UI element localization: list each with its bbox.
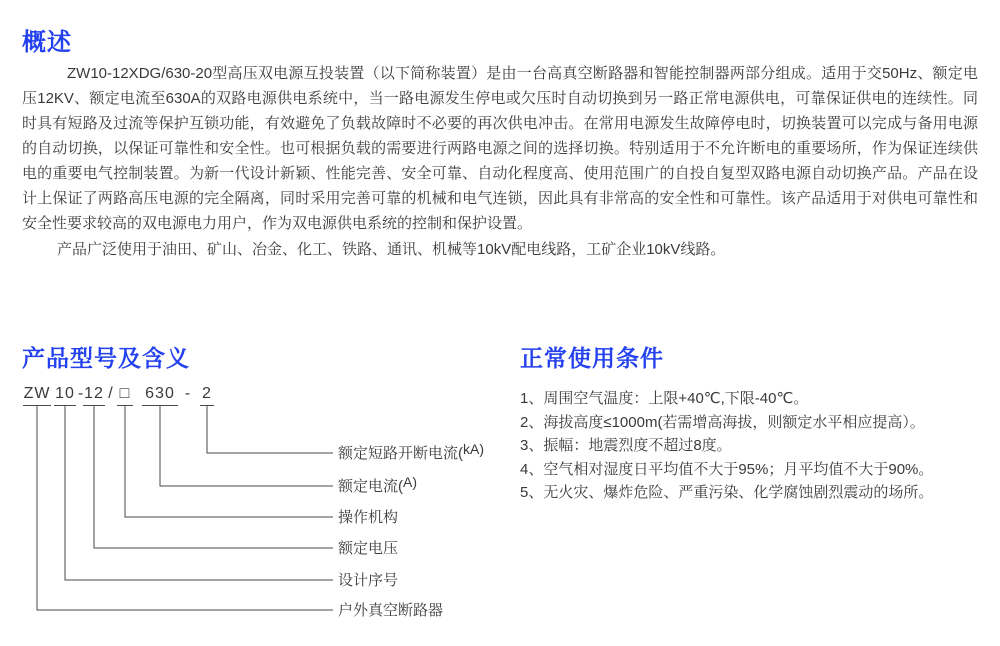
overview-paragraph-1: ZW10-12XDG/630-20型高压双电源互投装置（以下简称装置）是由一台高真空断路器和智能控制器两部分组成。适用于交50Hz、额定电压12KV、额定电流至630A的双路电源供电系统中，当一路电源发生停电或欠压时自动切换到另一路正常电源供电，可靠保证供电的连续性。同时具有短路及过流等保护互锁功能，有效避免了负载故障时不必要的再次供电冲击。在常用电源发生故障停电时，切换装置可以完成与备用电源的自动切换，以保证可靠性和安全性。也可根据负载的需要进行两路电源之间的选择切换。特别适用于不允许断电的重要场所，作为保证连续供电的重要电气控制装置。为新一代设计新颖、性能完善、安全可靠、自动化程度高、使用范围广的自投自复型双路电源自动切换产品。产品在设计上保证了两路高压电源的完全隔离，同时采用完善可靠的机械和电气连锁，因此具有非常高的安全性和可靠性。该产品适用于对供电可靠性和安全性要求较高的双电源电力用户，作为双电源供电系统的控制和保护设置。 <box>22 65 978 232</box>
model-label-rated-breaking-current <box>338 443 484 463</box>
model-segment-2: 2 <box>200 383 214 406</box>
connector-line-rated-voltage <box>94 406 333 548</box>
connector-line-design-serial <box>65 406 333 580</box>
model-label-text: 额定电流( <box>338 478 403 495</box>
model-label-rated-current <box>338 476 417 496</box>
model-label-outdoor-breaker <box>338 600 443 620</box>
model-label-text: 操作机构 <box>338 509 399 526</box>
model-segment-dash-2: - <box>184 385 192 402</box>
connector-lines <box>20 383 520 638</box>
model-label-operating-mechanism <box>338 507 398 527</box>
condition-item-1: 1、周围空气温度：上限+40℃,下限-40℃。 <box>520 390 809 407</box>
condition-item-4: 4、空气相对湿度日平均值不大于95%；月平均值不大于90%。 <box>520 460 934 478</box>
condition-item-3: 3、振幅：地震烈度不超过8度。 <box>520 437 732 454</box>
model-label-unit: A) <box>403 474 417 490</box>
model-section-heading: 产品型号及含义 <box>22 345 190 371</box>
connector-line-outdoor-breaker <box>37 406 333 610</box>
connector-line-rated-current <box>160 406 333 486</box>
model-designation-diagram <box>20 383 520 638</box>
conditions-section-heading: 正常使用条件 <box>520 345 664 371</box>
model-label-text: 额定电压 <box>338 540 399 557</box>
model-segment-zw: ZW <box>23 383 51 406</box>
model-label-unit: kA) <box>463 441 484 457</box>
overview-paragraphs <box>22 61 978 262</box>
model-label-design-serial <box>338 570 398 590</box>
model-segment-630: 630 <box>142 383 178 406</box>
model-label-rated-voltage <box>338 538 398 558</box>
model-segment-10: 10 <box>54 383 76 406</box>
model-segment-12: 12 <box>83 383 105 406</box>
model-label-text: 设计序号 <box>338 572 399 589</box>
overview-heading: 概述 <box>22 29 72 56</box>
model-segment-dash-1: - <box>77 385 85 402</box>
model-label-text: 户外真空断路器 <box>338 602 444 619</box>
model-segment-slash: / <box>108 385 114 402</box>
overview-paragraph-2: 产品广泛使用于油田、矿山、冶金、化工、铁路、通讯、机械等10kV配电线路，工矿企业10kV线路。 <box>57 241 726 258</box>
model-label-text: 额定短路开断电流( <box>338 445 463 462</box>
conditions-list <box>520 387 992 505</box>
connector-line-rated-breaking-current <box>207 406 333 453</box>
model-segment-box: □ <box>117 383 133 406</box>
condition-item-5: 5、无火灾、爆炸危险、严重污染、化学腐蚀剧烈震动的场所。 <box>520 484 934 501</box>
condition-item-2: 2、海拔高度≤1000m(若需增高海拔，则额定水平相应提高）。 <box>520 413 925 431</box>
connector-line-operating-mechanism <box>125 406 333 517</box>
